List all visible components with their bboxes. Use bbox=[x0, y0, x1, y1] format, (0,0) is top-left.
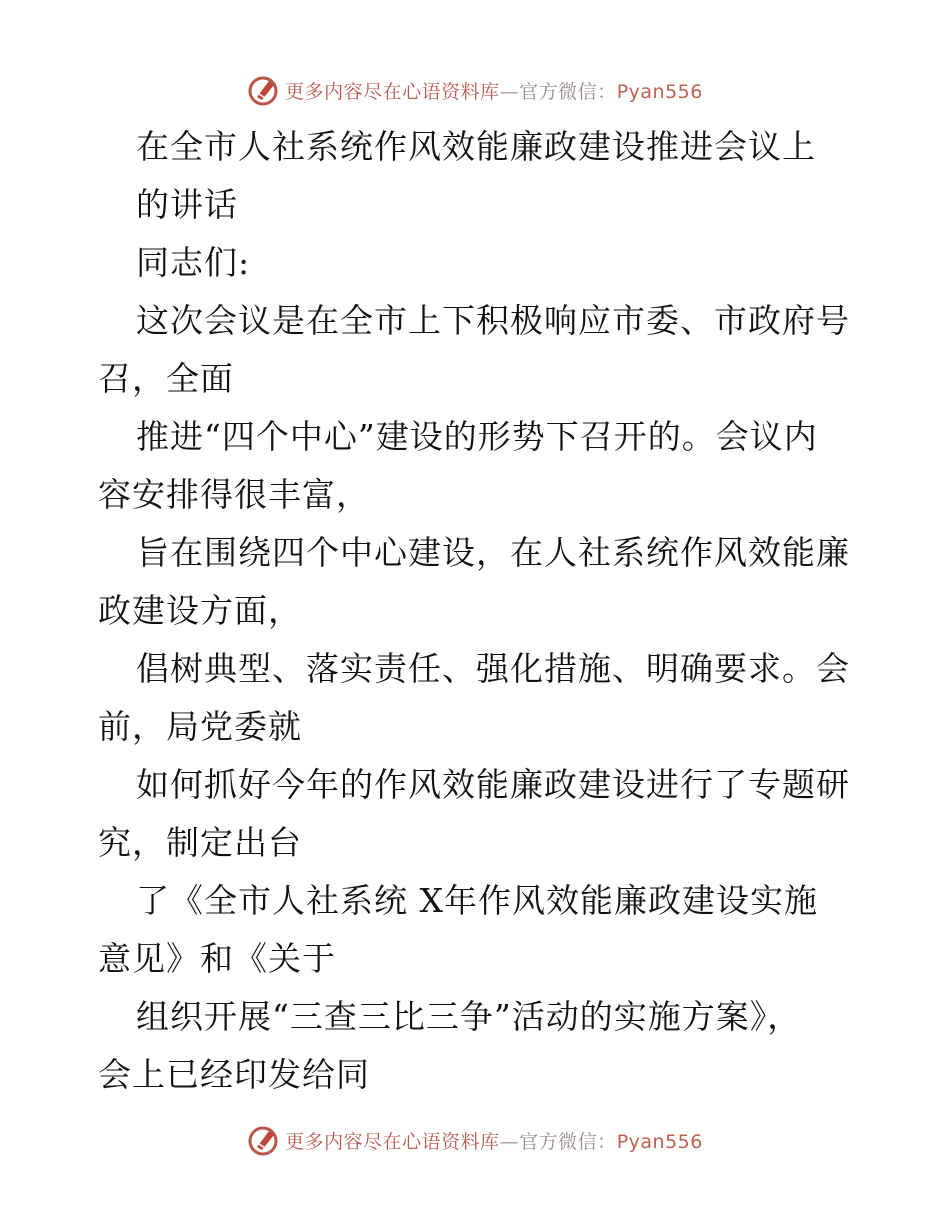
paragraph-line: 这次会议是在全市上下积极响应市委、市政府号 bbox=[136, 301, 850, 340]
paragraph-line: 了《全市人社系统 X年作风效能廉政建设实施 bbox=[136, 881, 818, 920]
footer-banner bbox=[0, 1120, 950, 1160]
paragraph-line: 如何抓好今年的作风效能廉政建设进行了专题研 bbox=[136, 765, 850, 804]
banner-text: 更多内容尽在心语资料库—官方微信：Pyan556 bbox=[285, 80, 703, 103]
paragraph-line: 召，全面 bbox=[98, 359, 234, 398]
paragraph-line: 同志们: bbox=[136, 243, 251, 282]
paragraph-line: 政建设方面， bbox=[98, 591, 302, 630]
document-title-line: 的讲话 bbox=[136, 185, 238, 224]
paragraph-line: 倡树典型、落实责任、强化措施、明确要求。会 bbox=[136, 649, 850, 688]
paragraph-line: 会上已经印发给同 bbox=[98, 1055, 370, 1094]
header-banner bbox=[0, 70, 950, 110]
paragraph-line: 意见》和《关于 bbox=[98, 939, 336, 978]
banner-text: 更多内容尽在心语资料库—官方微信：Pyan556 bbox=[285, 1130, 703, 1153]
document-body bbox=[98, 118, 858, 1104]
paragraph-line: 推进“四个中心”建设的形势下召开的。会议内 bbox=[136, 417, 818, 456]
pen-nib-circle-icon bbox=[247, 1123, 281, 1157]
document-title-line: 在全市人社系统作风效能廉政建设推进会议上 bbox=[136, 127, 816, 166]
paragraph-line: 容安排得很丰富， bbox=[98, 475, 370, 514]
paragraph-line: 究，制定出台 bbox=[98, 823, 302, 862]
paragraph-line: 组织开展“三查三比三争”活动的实施方案》， bbox=[136, 997, 802, 1036]
paragraph-line: 前，局党委就 bbox=[98, 707, 302, 746]
pen-nib-circle-icon bbox=[247, 73, 281, 107]
paragraph-line: 旨在围绕四个中心建设，在人社系统作风效能廉 bbox=[136, 533, 850, 572]
